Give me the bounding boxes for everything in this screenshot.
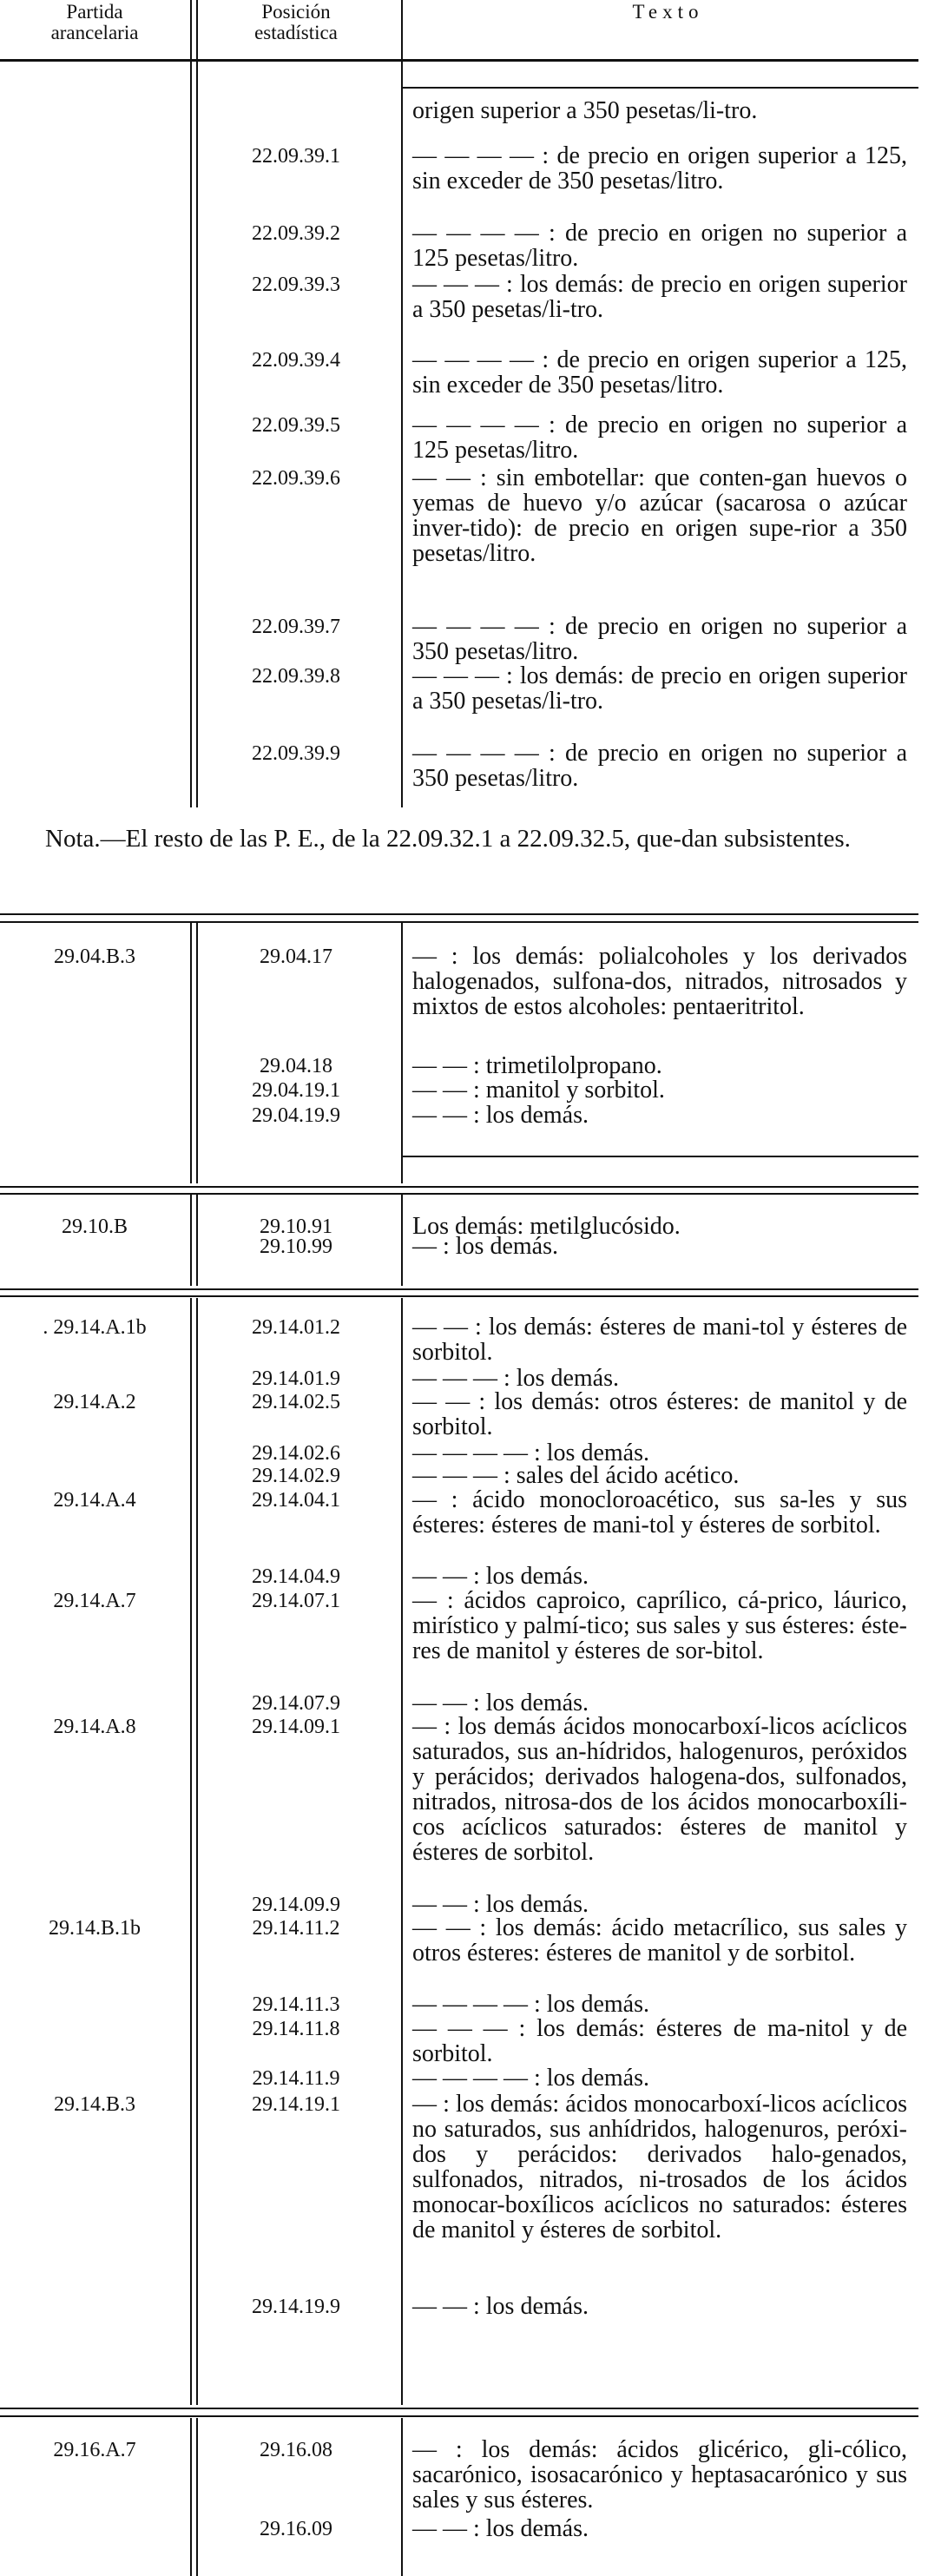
texto-cell: — — : los demás: ácido metacrílico, sus sales y otros ésteres: ésteres de manitol y de sorbitol. — [412, 1914, 907, 1967]
table-rule — [0, 913, 918, 915]
texto-cell: — : los demás: ácidos monocarboxí-licos acíclicos no saturados, sus anhídridos, halogenuros, peróxi-dos y perácidos: derivados halo-genados, sulfonados, nitrados, ni-trosados de los ácidos monocar-boxílicos acíclicos no saturados: ésteres de manitol y ésteres de sorbitol. — [412, 2091, 907, 2243]
table-rule — [0, 2415, 918, 2417]
posicion-cell: 29.14.11.2 — [252, 1917, 340, 1940]
column-divider — [196, 1195, 198, 1286]
section-29-14 — [0, 1298, 928, 2405]
partida-cell: 29.16.A.7 — [53, 2439, 136, 2461]
header-posicion: Posición estadística — [254, 1, 338, 43]
partida-cell: 29.14.B.1b — [48, 1917, 141, 1940]
partida-cell: 29.04.B.3 — [53, 945, 135, 968]
column-divider — [190, 1195, 192, 1286]
texto-cell: — — — — : los demás. — [412, 1991, 649, 2018]
texto-cell: — — : manitol y sorbitol. — [412, 1077, 665, 1104]
partida-cell: 29.14.A.7 — [53, 1590, 136, 1612]
posicion-cell: 22.09.39.6 — [252, 467, 340, 490]
posicion-cell: 29.14.01.2 — [252, 1316, 340, 1339]
texto-cell: — : ácidos caproico, caprílico, cá-prico, láurico, mirístico y palmí-tico; sus sales y sus ésteres: éste-res de manitol y ésteres de sor-bitol. — [412, 1587, 907, 1664]
partida-cell: 29.10.B — [61, 1216, 128, 1238]
texto-cell: — : los demás: ácidos glicérico, gli-cólico, sacarónico, isosacarónico y heptasacarónico y sus sales y sus ésteres. — [412, 2436, 907, 2513]
texto-cell: — — : los demás. — [412, 2515, 589, 2542]
posicion-cell: 29.14.11.8 — [252, 2018, 340, 2040]
table-rule — [403, 1156, 918, 1157]
texto-cell: — — : los demás. — [412, 1690, 589, 1716]
posicion-cell: 22.09.39.3 — [252, 273, 340, 296]
texto-cell: — — : los demás: otros ésteres: de manitol y de sorbitol. — [412, 1388, 907, 1440]
section-29-16 — [0, 2418, 928, 2576]
column-divider — [401, 2418, 403, 2576]
partida-cell: 29.14.A.8 — [53, 1716, 136, 1738]
note-paragraph: Nota.—El resto de las P. E., de la 22.09.32.1 a 22.09.32.5, que-dan subsistentes. — [45, 825, 851, 853]
texto-cell: origen superior a 350 pesetas/li-tro. — [412, 97, 758, 124]
posicion-cell: 22.09.39.4 — [252, 349, 340, 372]
table-rule — [0, 921, 918, 923]
column-divider — [196, 1298, 198, 2405]
partida-cell: 29.14.B.3 — [53, 2093, 135, 2116]
texto-cell: — — : trimetilolpropano. — [412, 1052, 662, 1079]
table-rule — [0, 1186, 918, 1188]
posicion-cell: 29.14.01.9 — [252, 1367, 340, 1390]
column-divider — [190, 1298, 192, 2405]
texto-cell: — — — — : de precio en origen no superior a 350 pesetas/litro. — [412, 613, 907, 665]
posicion-cell: 29.14.19.9 — [252, 2296, 340, 2318]
posicion-cell: 29.04.17 — [260, 945, 332, 968]
column-divider — [401, 1298, 403, 2405]
texto-cell: Los demás: metilglucósido. — [412, 1213, 681, 1240]
posicion-cell: 22.09.39.9 — [252, 742, 340, 765]
header-partida: Partida arancelaria — [50, 1, 139, 43]
texto-cell: — : los demás. — [412, 1233, 558, 1260]
texto-cell: — — — : los demás: ésteres de ma-nitol y de sorbitol. — [412, 2015, 907, 2067]
partida-cell: . 29.14.A.1b — [43, 1316, 147, 1339]
posicion-cell: 22.09.39.2 — [252, 222, 340, 245]
texto-cell: — — — — : de precio en origen superior a 125, sin exceder de 350 pesetas/litro. — [412, 142, 907, 194]
posicion-cell: 29.14.07.1 — [252, 1590, 340, 1612]
posicion-cell: 29.16.08 — [260, 2439, 332, 2461]
posicion-cell: 29.14.02.9 — [252, 1465, 340, 1487]
posicion-cell: 29.14.11.9 — [252, 2067, 340, 2090]
texto-cell: — — : los demás. — [412, 1563, 589, 1590]
column-divider — [401, 1195, 403, 1286]
posicion-cell: 22.09.39.1 — [252, 145, 340, 168]
posicion-cell: 29.14.02.6 — [252, 1442, 340, 1465]
posicion-cell: 29.14.09.1 — [252, 1716, 340, 1738]
texto-cell: — : los demás ácidos monocarboxí-licos acíclicos saturados, sus an-hídridos, halogenuros, peróxidos y perácidos; derivados halogena-dos, sulfonados, nitrados, nitrosa-dos de los ácidos monocarboxíli-cos acíclicos saturados: ésteres de manitol y ésteres de sorbitol. — [412, 1713, 907, 1866]
section-29-10 — [0, 1195, 928, 1286]
texto-cell: — — — — : de precio en origen no superior a 125 pesetas/litro. — [412, 412, 907, 464]
posicion-cell: 29.14.04.1 — [252, 1489, 340, 1512]
texto-cell: — : ácido monocloroacético, sus sa-les y sus ésteres: ésteres de mani-tol y ésteres de sorbitol. — [412, 1486, 907, 1538]
column-divider — [190, 2418, 192, 2576]
column-divider — [401, 923, 403, 1183]
table-rule — [0, 1295, 918, 1297]
texto-cell: — — — : los demás: de precio en origen superior a 350 pesetas/li-tro. — [412, 662, 907, 715]
posicion-cell: 29.14.19.1 — [252, 2093, 340, 2116]
posicion-cell: 29.14.11.3 — [252, 1993, 340, 2016]
posicion-cell: 22.09.39.8 — [252, 665, 340, 688]
column-divider — [196, 923, 198, 1183]
table-rule — [403, 87, 918, 89]
texto-cell: — — — : sales del ácido acético. — [412, 1462, 740, 1489]
texto-cell: — — : los demás. — [412, 1891, 589, 1918]
texto-cell: — — : los demás. — [412, 2293, 589, 2320]
texto-cell: — — — — : los demás. — [412, 2065, 649, 2092]
table-rule — [0, 1193, 918, 1195]
texto-cell: — — : sin embotellar: que conten-gan huevos o yemas de huevo y/o azúcar (sacarosa o azúcar inver-tido): de precio en origen supe-rior a 350 pesetas/litro. — [412, 464, 907, 567]
section-29-04 — [0, 923, 928, 1183]
section-22-09 — [0, 0, 928, 807]
column-divider — [196, 2418, 198, 2576]
posicion-cell: 29.14.02.5 — [252, 1391, 340, 1413]
header-texto: Texto — [632, 1, 704, 23]
posicion-cell: 29.04.19.9 — [252, 1104, 340, 1127]
texto-cell: — — : los demás: ésteres de mani-tol y ésteres de sorbitol. — [412, 1314, 907, 1366]
posicion-cell: 29.04.18 — [260, 1055, 332, 1077]
partida-cell: 29.14.A.4 — [53, 1489, 136, 1512]
posicion-cell: 22.09.39.7 — [252, 616, 340, 638]
posicion-cell: 29.14.09.9 — [252, 1894, 340, 1916]
table-rule — [0, 1288, 918, 1290]
posicion-cell: 29.14.04.9 — [252, 1565, 340, 1588]
column-divider — [190, 0, 192, 807]
posicion-cell: 29.16.09 — [260, 2518, 332, 2540]
posicion-cell: 22.09.39.5 — [252, 414, 340, 437]
column-divider — [196, 0, 198, 807]
texto-cell: — — : los demás. — [412, 1102, 589, 1129]
posicion-cell: 29.04.19.1 — [252, 1079, 340, 1102]
posicion-cell: 29.10.91 — [260, 1216, 332, 1238]
texto-cell: — — — : los demás: de precio en origen superior a 350 pesetas/li-tro. — [412, 271, 907, 323]
posicion-cell: 29.14.07.9 — [252, 1692, 340, 1715]
partida-cell: 29.14.A.2 — [53, 1391, 136, 1413]
table-rule — [0, 2408, 918, 2409]
texto-cell: — — — : los demás. — [412, 1365, 619, 1392]
texto-cell: — — — — : de precio en origen no superior a 125 pesetas/litro. — [412, 220, 907, 272]
texto-cell: — — — — : de precio en origen no superior a 350 pesetas/litro. — [412, 740, 907, 792]
texto-cell: — : los demás: polialcoholes y los derivados halogenados, sulfona-dos, nitrados, nitrosados y mixtos de estos alcoholes: pentaeritritol. — [412, 943, 907, 1020]
column-divider — [190, 923, 192, 1183]
column-divider — [401, 0, 403, 807]
texto-cell: — — — — : los demás. — [412, 1440, 649, 1466]
texto-cell: — — — — : de precio en origen superior a 125, sin exceder de 350 pesetas/litro. — [412, 346, 907, 399]
posicion-cell: 29.10.99 — [260, 1235, 332, 1258]
